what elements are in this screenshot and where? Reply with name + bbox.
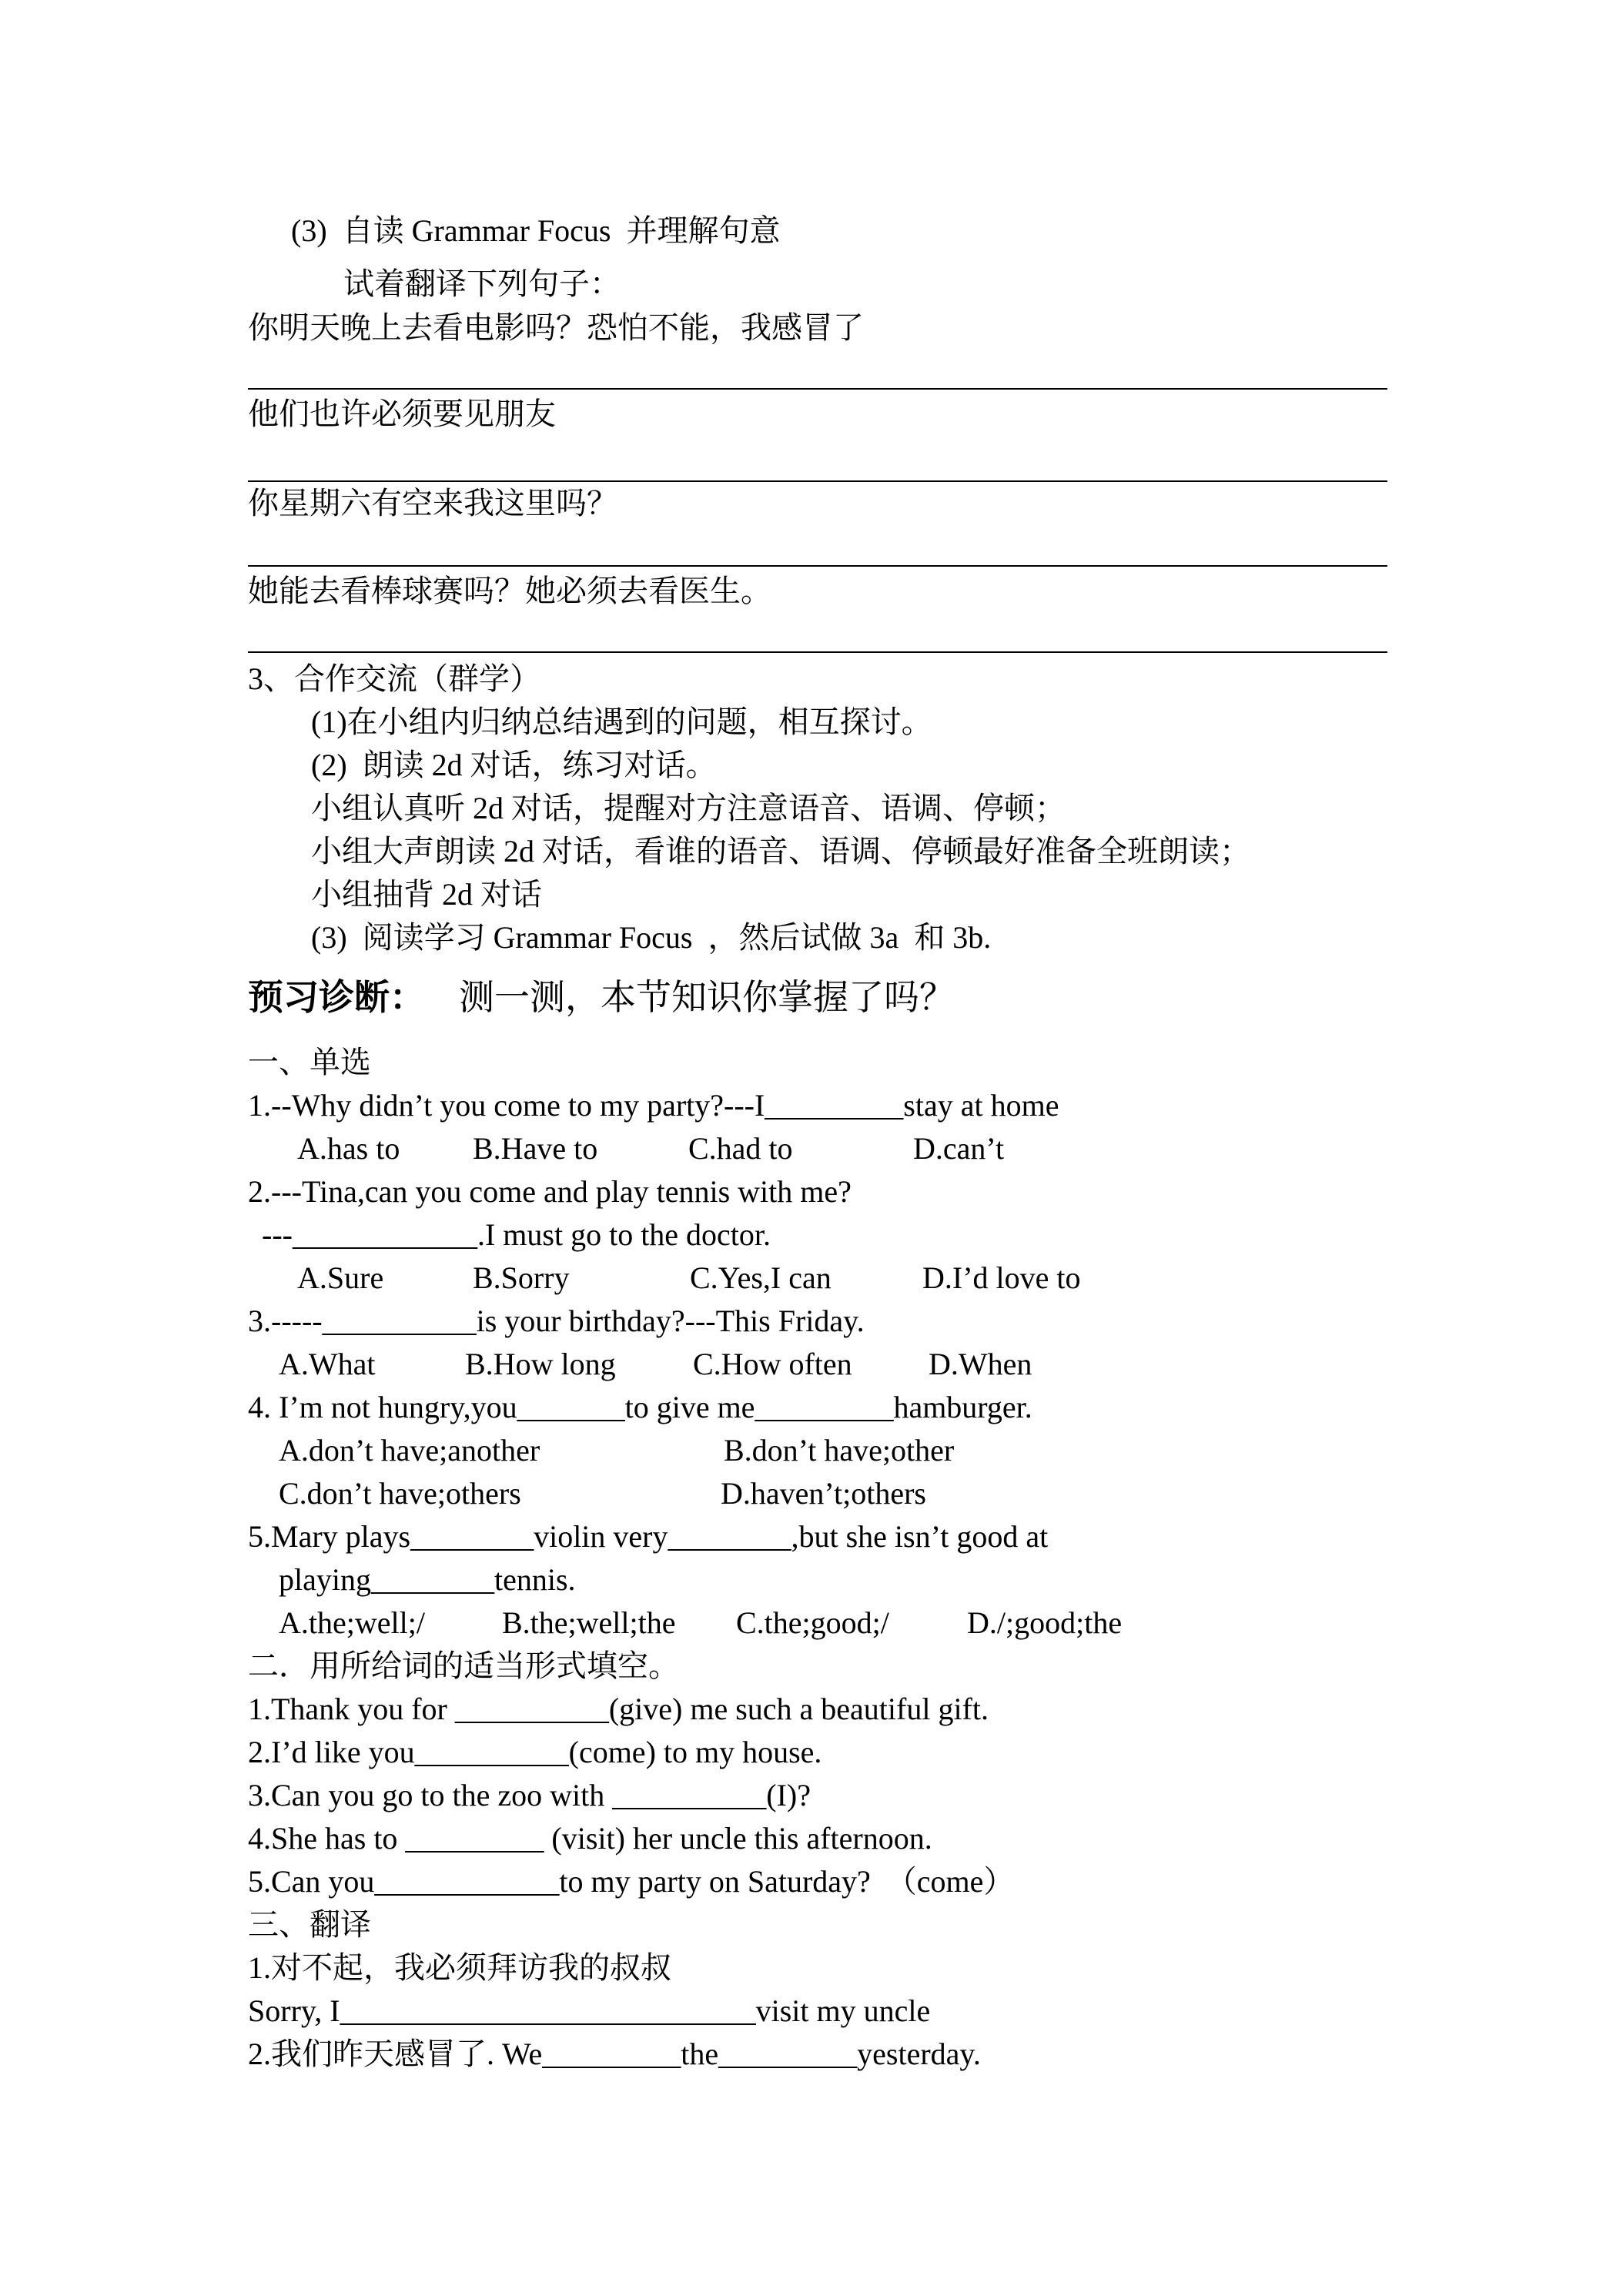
q2-option-c: C.Yes,I can — [690, 1260, 832, 1295]
answer-line-3 — [248, 565, 1387, 567]
coop-line-4: 小组大声朗读 2d 对话，看谁的语音、语调、停顿最好准备全班朗读； — [311, 834, 1250, 869]
try-translate-label: 试着翻译下列句子： — [343, 266, 621, 301]
translate-item-1: 1.对不起，我必须拜访我的叔叔 — [248, 1950, 671, 1985]
fill-item-3: 3.Can you go to the zoo with __________(I)? — [248, 1778, 811, 1812]
question-2: 2.---Tina,can you come and play tennis with me? — [248, 1174, 852, 1209]
translate-item-1-answer: Sorry, I___________________________visit my uncle — [248, 1993, 931, 2028]
q5-option-a: A.the;well;/ — [279, 1605, 425, 1640]
coop-line-1: (1)在小组内归纳总结遇到的问题，相互探讨。 — [311, 705, 932, 739]
answer-line-2 — [248, 480, 1387, 482]
coop-line-5: 小组抽背 2d 对话 — [311, 877, 542, 912]
q3-option-d: D.When — [929, 1347, 1032, 1381]
self-study-item-3: (3) 自读 Grammar Focus 并理解句意 — [291, 213, 781, 248]
question-5: 5.Mary plays________violin very________,but she isn’t good at — [248, 1519, 1049, 1554]
coop-line-3: 小组认真听 2d 对话，提醒对方注意语音、语调、停顿； — [311, 791, 1066, 825]
q1-option-a: A.has to — [297, 1131, 400, 1166]
fill-item-2: 2.I’d like you__________(come) to my house. — [248, 1735, 822, 1769]
q5-option-d: D./;good;the — [967, 1605, 1123, 1640]
answer-line-1 — [248, 388, 1387, 390]
part3-title: 三、翻译 — [248, 1907, 371, 1942]
translate-sentence-3: 你星期六有空来我这里吗？ — [248, 486, 617, 520]
diagnosis-label: 预习诊断： — [248, 978, 425, 1017]
q1-option-c: C.had to — [688, 1131, 793, 1166]
q1-option-b: B.Have to — [473, 1131, 598, 1166]
translate-sentence-1: 你明天晚上去看电影吗？恐怕不能，我感冒了 — [248, 310, 864, 345]
q2-option-d: D.I’d love to — [922, 1260, 1081, 1295]
answer-line-4 — [248, 651, 1387, 653]
translate-sentence-2: 他们也许必须要见朋友 — [248, 397, 556, 431]
question-4: 4. I’m not hungry,you_______to give me_________hamburger. — [248, 1390, 1032, 1424]
part2-title: 二．用所给词的适当形式填空。 — [248, 1648, 679, 1683]
q5-option-c: C.the;good;/ — [736, 1605, 889, 1640]
q5-option-b: B.the;well;the — [502, 1605, 676, 1640]
fill-item-1: 1.Thank you for __________(give) me such a beautiful gift. — [248, 1692, 989, 1726]
q3-option-c: C.How often — [693, 1347, 852, 1381]
q4-option-b: B.don’t have;other — [724, 1433, 955, 1468]
q2-option-b: B.Sorry — [473, 1260, 570, 1295]
question-5-cont: playing________tennis. — [279, 1562, 576, 1597]
part1-title: 一、单选 — [248, 1045, 371, 1079]
question-1: 1.--Why didn’t you come to my party?---I_________stay at home — [248, 1088, 1059, 1123]
q4-option-c: C.don’t have;others — [279, 1476, 521, 1511]
fill-item-5: 5.Can you____________to my party on Saturday? （come） — [248, 1864, 1015, 1899]
question-3: 3.-----__________is your birthday?---This Friday. — [248, 1304, 865, 1338]
diagnosis-subtitle: 测一测，本节知识你掌握了吗？ — [459, 978, 955, 1017]
translate-sentence-4: 她能去看棒球赛吗？她必须去看医生。 — [248, 574, 771, 608]
question-2-reply: ---____________.I must go to the doctor. — [262, 1217, 771, 1252]
q3-option-b: B.How long — [465, 1347, 616, 1381]
fill-item-4: 4.She has to _________ (visit) her uncle this afternoon. — [248, 1821, 932, 1856]
q1-option-d: D.can’t — [913, 1131, 1005, 1166]
coop-line-6: (3) 阅读学习 Grammar Focus ，然后试做 3a 和 3b. — [311, 920, 992, 955]
coop-title: 3、合作交流（群学） — [248, 661, 540, 696]
q3-option-a: A.What — [279, 1347, 376, 1381]
translate-item-2: 2.我们昨天感冒了. We_________the_________yesterday. — [248, 2037, 981, 2071]
q4-option-a: A.don’t have;another — [279, 1433, 540, 1468]
coop-line-2: (2) 朗读 2d 对话，练习对话。 — [311, 748, 717, 782]
q4-option-d: D.haven’t;others — [721, 1476, 926, 1511]
q2-option-a: A.Sure — [297, 1260, 384, 1295]
